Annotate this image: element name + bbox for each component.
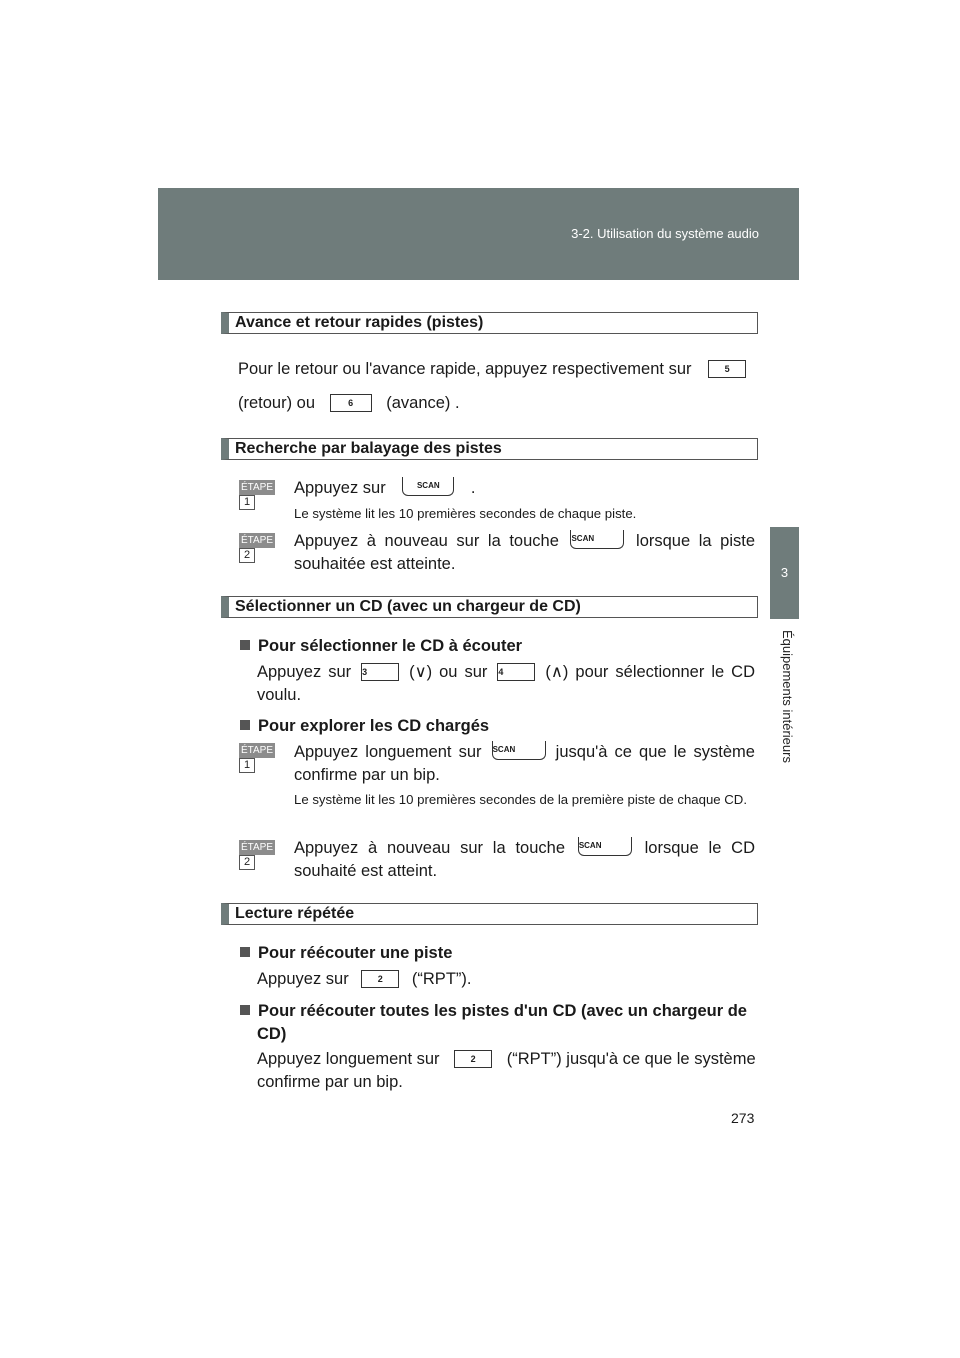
- bullet-square-icon: [240, 947, 250, 957]
- bullet-heading-repeat-cd: [240, 1000, 747, 1022]
- step-number: 1: [239, 758, 255, 773]
- bullet-heading-explore-cd: [240, 715, 489, 737]
- scan-step1-end: .: [470, 479, 476, 497]
- rpt1-line: [257, 968, 471, 990]
- bullet-heading-select-cd: [240, 635, 522, 657]
- bullet-heading-text: Pour explorer les CD chargés: [258, 717, 490, 735]
- scan-button-icon: SCAN: [402, 477, 454, 496]
- step-label: ÉTAPE: [240, 482, 274, 493]
- button-6-icon: 6: [330, 394, 372, 412]
- scan-step2-line1: [294, 530, 755, 552]
- button-3-icon: 3: [361, 663, 399, 681]
- bullet-heading-repeat-track: [240, 942, 452, 964]
- button-5-icon: 5: [708, 360, 746, 378]
- bullet-heading-text: Pour réécouter toutes les pistes d'un CD (avec un chargeur de: [258, 1002, 747, 1020]
- rpt1-text-a: Appuyez sur: [257, 970, 349, 988]
- bullet-square-icon: [240, 640, 250, 650]
- rpt2-text-b: (“RPT”) jusqu'à ce que le système: [506, 1050, 756, 1068]
- step-2-badge: [239, 840, 290, 868]
- cd3-line1: [294, 837, 755, 859]
- section-title-fast-forward: Avance et retour rapides (pistes): [221, 312, 758, 334]
- chapter-header-band: [158, 188, 799, 280]
- cd2-line2: confirme par un bip.: [294, 766, 440, 784]
- cd1-text-b: (∨) ou sur: [409, 663, 488, 681]
- rpt2-text-a: Appuyez longuement sur: [257, 1050, 440, 1068]
- cd1-line1: [257, 661, 755, 683]
- section-title-select-cd: Sélectionner un CD (avec un chargeur de CD): [221, 596, 758, 618]
- ff-text-2a: (retour) ou: [238, 394, 316, 412]
- scan-step2-text-a: Appuyez à nouveau sur la touche: [294, 532, 559, 550]
- cd3-text-a: Appuyez à nouveau sur la touche: [294, 839, 565, 857]
- rpt2-line1: [257, 1048, 756, 1070]
- scan-button-icon: SCAN: [578, 837, 632, 856]
- bullet-square-icon: [240, 720, 250, 730]
- scan-step1-note: Le système lit les 10 premières secondes de chaque piste.: [294, 506, 637, 521]
- ff-text-2b: (avance) .: [386, 394, 460, 412]
- step-number: 2: [239, 855, 255, 870]
- step-label: ÉTAPE: [240, 745, 274, 756]
- step-number: 2: [239, 548, 255, 563]
- bullet-heading-repeat-cd-cont: CD): [257, 1025, 287, 1043]
- bullet-heading-text: Pour réécouter une piste: [258, 944, 453, 962]
- bullet-square-icon: [240, 1005, 250, 1015]
- cd1-line2: voulu.: [257, 686, 302, 704]
- section-title-repeat: Lecture répétée: [221, 903, 758, 925]
- scan-step1-text: Appuyez sur: [294, 479, 386, 497]
- page-number: 273: [731, 1110, 755, 1126]
- chapter-tab: 3: [770, 527, 799, 619]
- scan-step1-line: [294, 477, 476, 499]
- cd1-text-a: Appuyez sur: [257, 663, 352, 681]
- cd2-text-a: Appuyez longuement sur: [294, 743, 482, 761]
- scan-button-icon: SCAN: [570, 530, 624, 549]
- cd3-text-b: lorsque le CD: [644, 839, 756, 857]
- button-2-icon: 2: [361, 970, 399, 988]
- ff-instruction-line2: [238, 392, 460, 414]
- cd2-note: Le système lit les 10 premières secondes de la première piste de chaque CD.: [294, 792, 747, 807]
- rpt1-text-b: (“RPT”).: [411, 970, 472, 988]
- cd1-text-c: (∧) pour sélectionner le CD: [545, 663, 755, 681]
- button-2-icon: 2: [454, 1050, 492, 1068]
- chapter-title: 3-2. Utilisation du système audio: [571, 226, 759, 241]
- step-label: ÉTAPE: [240, 535, 274, 546]
- step-2-badge: [239, 533, 290, 561]
- ff-instruction-line1: [238, 358, 749, 380]
- step-1-badge: [239, 480, 290, 508]
- cd2-text-b: jusqu'à ce que le système: [555, 743, 755, 761]
- cd3-line2: souhaité est atteint.: [294, 862, 438, 880]
- scan-button-icon: SCAN: [492, 741, 546, 760]
- cd2-line1: [294, 741, 755, 763]
- button-4-icon: 4: [497, 663, 535, 681]
- chapter-side-label: Équipements intérieurs: [780, 630, 795, 763]
- rpt2-line2: confirme par un bip.: [257, 1073, 403, 1091]
- scan-step2-line2: souhaitée est atteinte.: [294, 555, 456, 573]
- step-label: ÉTAPE: [240, 842, 274, 853]
- step-number: 1: [239, 495, 255, 510]
- ff-text-1: Pour le retour ou l'avance rapide, appuyez respectivement sur: [238, 360, 692, 378]
- section-title-scan: Recherche par balayage des pistes: [221, 438, 758, 460]
- bullet-heading-text: Pour sélectionner le CD à écouter: [258, 637, 523, 655]
- step-1-badge: [239, 743, 290, 771]
- scan-step2-text-b: lorsque la piste: [636, 532, 755, 550]
